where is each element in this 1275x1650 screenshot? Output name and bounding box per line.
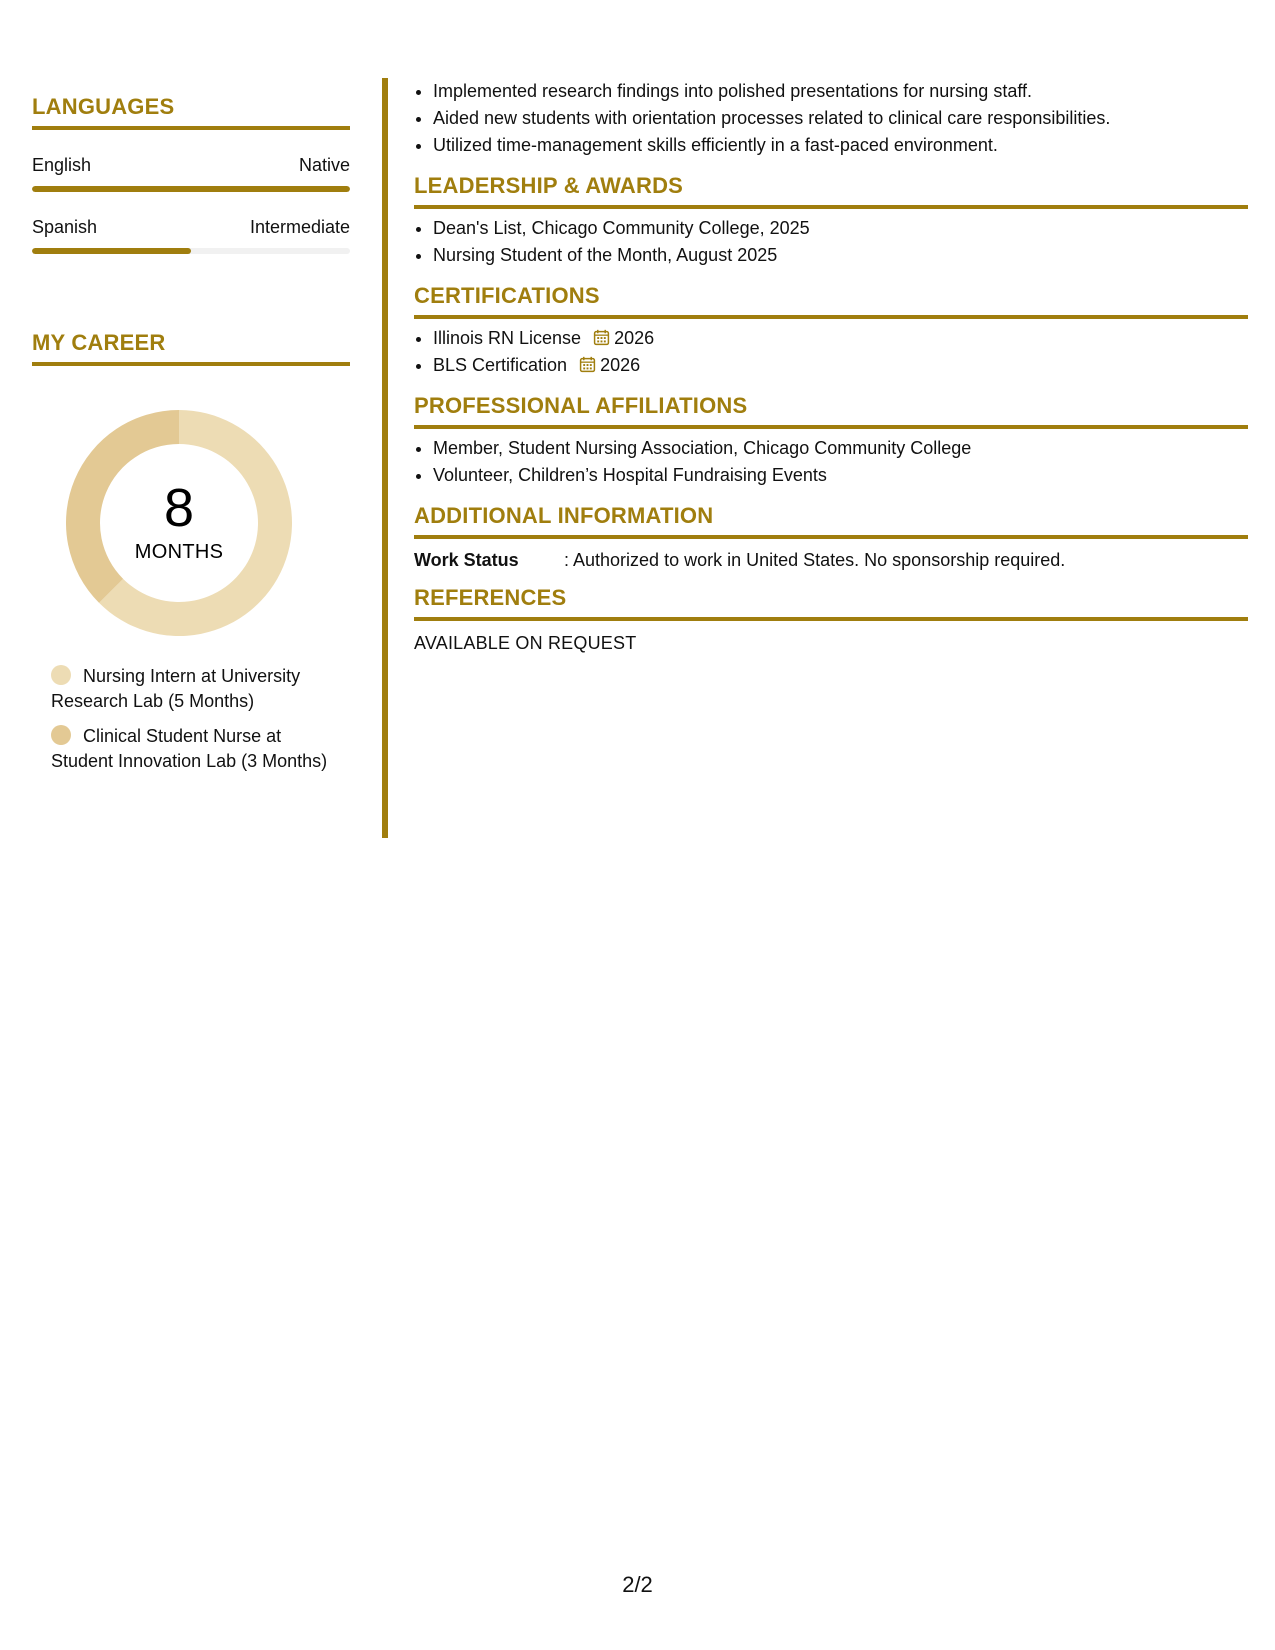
language-item bbox=[32, 216, 350, 254]
list-item bbox=[433, 325, 1248, 352]
language-proficiency-bar bbox=[32, 248, 350, 254]
language-level: Native bbox=[298, 155, 350, 175]
career-title: MY CAREER bbox=[32, 330, 350, 366]
list-item bbox=[433, 352, 1248, 379]
language-level: Intermediate bbox=[249, 217, 350, 237]
additional-info-section bbox=[414, 503, 1248, 571]
references-text: AVAILABLE ON REQUEST bbox=[414, 633, 637, 653]
donut-center-label bbox=[66, 410, 292, 636]
work-status-label: Work Status bbox=[414, 550, 519, 570]
languages-title: LANGUAGES bbox=[32, 94, 350, 130]
calendar-icon bbox=[593, 329, 610, 346]
legend-item bbox=[51, 664, 341, 714]
language-proficiency-bar bbox=[32, 186, 350, 192]
legend-label: Clinical Student Nurse at Student Innovation Lab (3 Months) bbox=[51, 726, 328, 771]
language-proficiency-fill bbox=[32, 248, 191, 254]
page-number: 2/2 bbox=[622, 1572, 653, 1597]
affiliations-title: PROFESSIONAL AFFILIATIONS bbox=[414, 393, 1248, 429]
language-name: English bbox=[32, 155, 92, 175]
certifications-title: CERTIFICATIONS bbox=[414, 283, 1248, 319]
language-name: Spanish bbox=[32, 217, 98, 237]
column-divider bbox=[382, 78, 388, 838]
list-item: • Nursing Student of the Month, August 2025 bbox=[433, 242, 1248, 269]
certification-year: 2026 bbox=[614, 328, 655, 348]
list-item: • Aided new students with orientation processes related to clinical care responsibilities. bbox=[433, 105, 1248, 132]
language-item bbox=[32, 154, 350, 192]
references-title: REFERENCES bbox=[414, 585, 1248, 621]
sidebar bbox=[32, 94, 350, 784]
certification-year: 2026 bbox=[600, 355, 641, 375]
certifications-section bbox=[414, 283, 1248, 379]
career-total-number: 8 bbox=[163, 477, 195, 538]
work-status-row bbox=[414, 549, 1248, 571]
list-item: • Utilized time-management skills efficiently in a fast-paced environment. bbox=[433, 132, 1248, 159]
additional-info-title: ADDITIONAL INFORMATION bbox=[414, 503, 1248, 539]
legend-dot-icon bbox=[51, 725, 71, 745]
work-status-value: : Authorized to work in United States. No sponsorship required. bbox=[564, 550, 1066, 570]
certification-name: Illinois RN License bbox=[433, 328, 582, 348]
legend-label: Nursing Intern at University Research Lab (5 Months) bbox=[51, 666, 301, 711]
list-item: • Implemented research findings into polished presentations for nursing staff. bbox=[433, 78, 1248, 105]
career-total-unit: MONTHS bbox=[134, 540, 224, 563]
certification-name: BLS Certification bbox=[433, 355, 568, 375]
experience-bullets bbox=[414, 78, 1248, 159]
leadership-section bbox=[414, 173, 1248, 269]
main-column bbox=[414, 78, 1248, 654]
list-item: • Volunteer, Children’s Hospital Fundraising Events bbox=[433, 462, 1248, 489]
legend-dot-icon bbox=[51, 665, 71, 685]
calendar-icon bbox=[579, 356, 596, 373]
legend-item bbox=[51, 724, 341, 774]
leadership-title: LEADERSHIP & AWARDS bbox=[414, 173, 1248, 209]
affiliations-section bbox=[414, 393, 1248, 489]
references-section bbox=[414, 585, 1248, 654]
career-donut-chart bbox=[66, 410, 292, 636]
career-legend bbox=[32, 664, 341, 774]
list-item: • Member, Student Nursing Association, Chicago Community College bbox=[433, 435, 1248, 462]
list-item: • Dean's List, Chicago Community College, 2025 bbox=[433, 215, 1248, 242]
language-proficiency-fill bbox=[32, 186, 350, 192]
